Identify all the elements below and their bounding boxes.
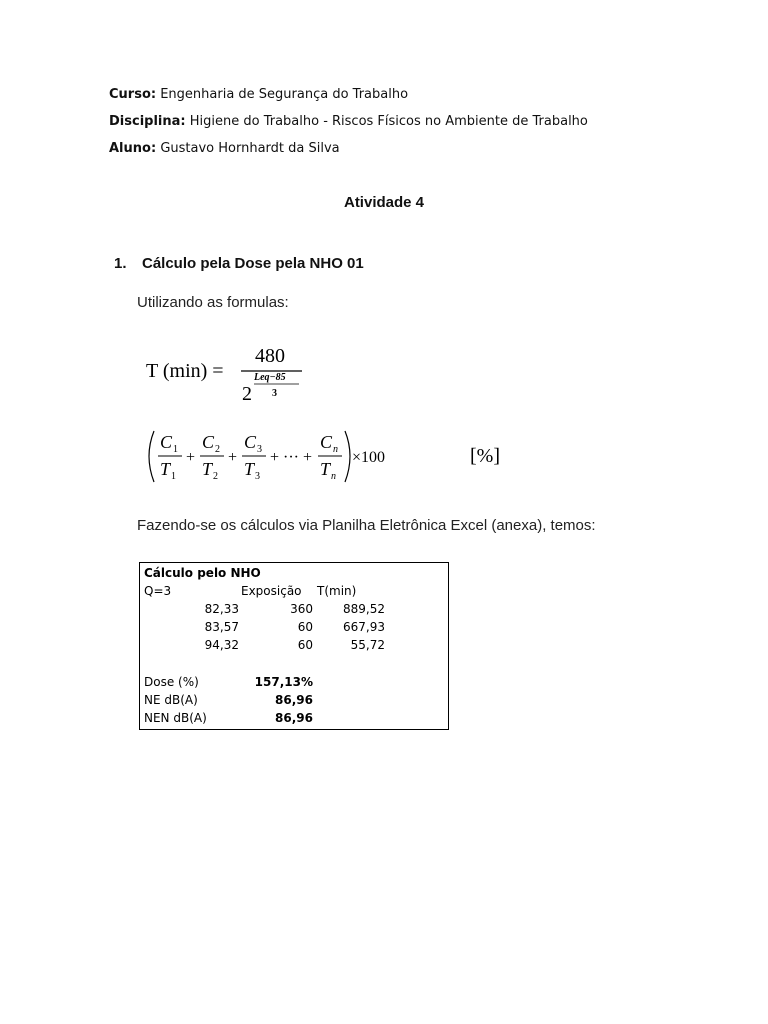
excel-col-tmin: T(min)	[317, 584, 357, 598]
section-heading	[114, 255, 364, 272]
row3-leq: 94,32	[204, 638, 239, 652]
term1-den: T	[160, 459, 171, 479]
formula2-left-paren	[149, 431, 154, 482]
termn-den: T	[320, 459, 331, 479]
disciplina-value: Higiene do Trabalho - Riscos Físicos no Ambiente de Trabalho	[189, 114, 588, 129]
termn-den-sub: n	[331, 471, 336, 482]
formula1-numerator: 480	[255, 345, 285, 367]
disciplina-label: Disciplina:	[109, 114, 186, 129]
termn-num-sub: n	[333, 444, 338, 455]
formula1-lhs: T (min) =	[146, 360, 224, 382]
term2-den-sub: 2	[213, 471, 218, 482]
term1-den-sub: 1	[171, 471, 176, 482]
aluno-label: Aluno:	[109, 141, 157, 156]
excel-title: Cálculo pelo NHO	[144, 566, 261, 580]
row2-exposicao: 60	[297, 620, 313, 634]
formula-dose	[140, 428, 510, 488]
formula1-exp-denominator: 3	[272, 388, 277, 399]
term3-num-sub: 3	[257, 444, 262, 455]
row3-exposicao: 60	[297, 638, 313, 652]
header-curso	[109, 87, 408, 102]
term3-num: C	[244, 432, 257, 452]
row2-leq: 83,57	[204, 620, 239, 634]
row1-tmin: 889,52	[343, 602, 385, 616]
term2-num: C	[202, 432, 215, 452]
row3-tmin: 55,72	[350, 638, 385, 652]
ne-label: NE dB(A)	[144, 693, 198, 707]
formula-tmin	[140, 340, 320, 410]
aluno-value: Gustavo Hornhardt da Silva	[160, 141, 340, 156]
calc-intro: Fazendo-se os cálculos via Planilha Eletrônica Excel (anexa), temos:	[137, 517, 596, 534]
row2-tmin: 667,93	[343, 620, 385, 634]
nen-label: NEN dB(A)	[144, 711, 207, 725]
curso-value: Engenharia de Segurança do Trabalho	[160, 87, 409, 102]
section-title: Cálculo pela Dose pela NHO 01	[142, 255, 364, 272]
formulas-intro: Utilizando as formulas:	[137, 294, 289, 311]
term3-den-sub: 3	[255, 471, 260, 482]
header-aluno	[109, 141, 340, 156]
formula1-exp-numerator: Leq−85	[254, 372, 286, 383]
term2-num-sub: 2	[215, 444, 220, 455]
row1-leq: 82,33	[204, 602, 239, 616]
ne-value: 86,96	[275, 693, 313, 707]
term3-den: T	[244, 459, 255, 479]
curso-label: Curso:	[109, 87, 157, 102]
formula2-multiplier: ×100	[352, 449, 386, 466]
termn-num: C	[320, 432, 333, 452]
page-title: Atividade 4	[343, 194, 425, 211]
nen-value: 86,96	[275, 711, 313, 725]
plus-2: +	[228, 449, 238, 466]
row1-exposicao: 360	[290, 602, 313, 616]
formula2-right-paren	[345, 431, 350, 482]
formula1-base: 2	[242, 383, 252, 405]
section-number: 1.	[114, 255, 127, 272]
dose-value: 157,13%	[254, 675, 313, 689]
dose-label: Dose (%)	[144, 675, 199, 689]
excel-table	[139, 562, 449, 730]
excel-q-label: Q=3	[144, 584, 172, 598]
ellipsis: + ··· +	[270, 449, 313, 466]
header-disciplina	[109, 114, 588, 129]
formula2-unit: [%]	[470, 445, 500, 467]
term1-num-sub: 1	[173, 444, 178, 455]
term1-num: C	[160, 432, 173, 452]
term2-den: T	[202, 459, 213, 479]
excel-col-exposicao: Exposição	[241, 584, 302, 598]
plus-1: +	[186, 449, 196, 466]
